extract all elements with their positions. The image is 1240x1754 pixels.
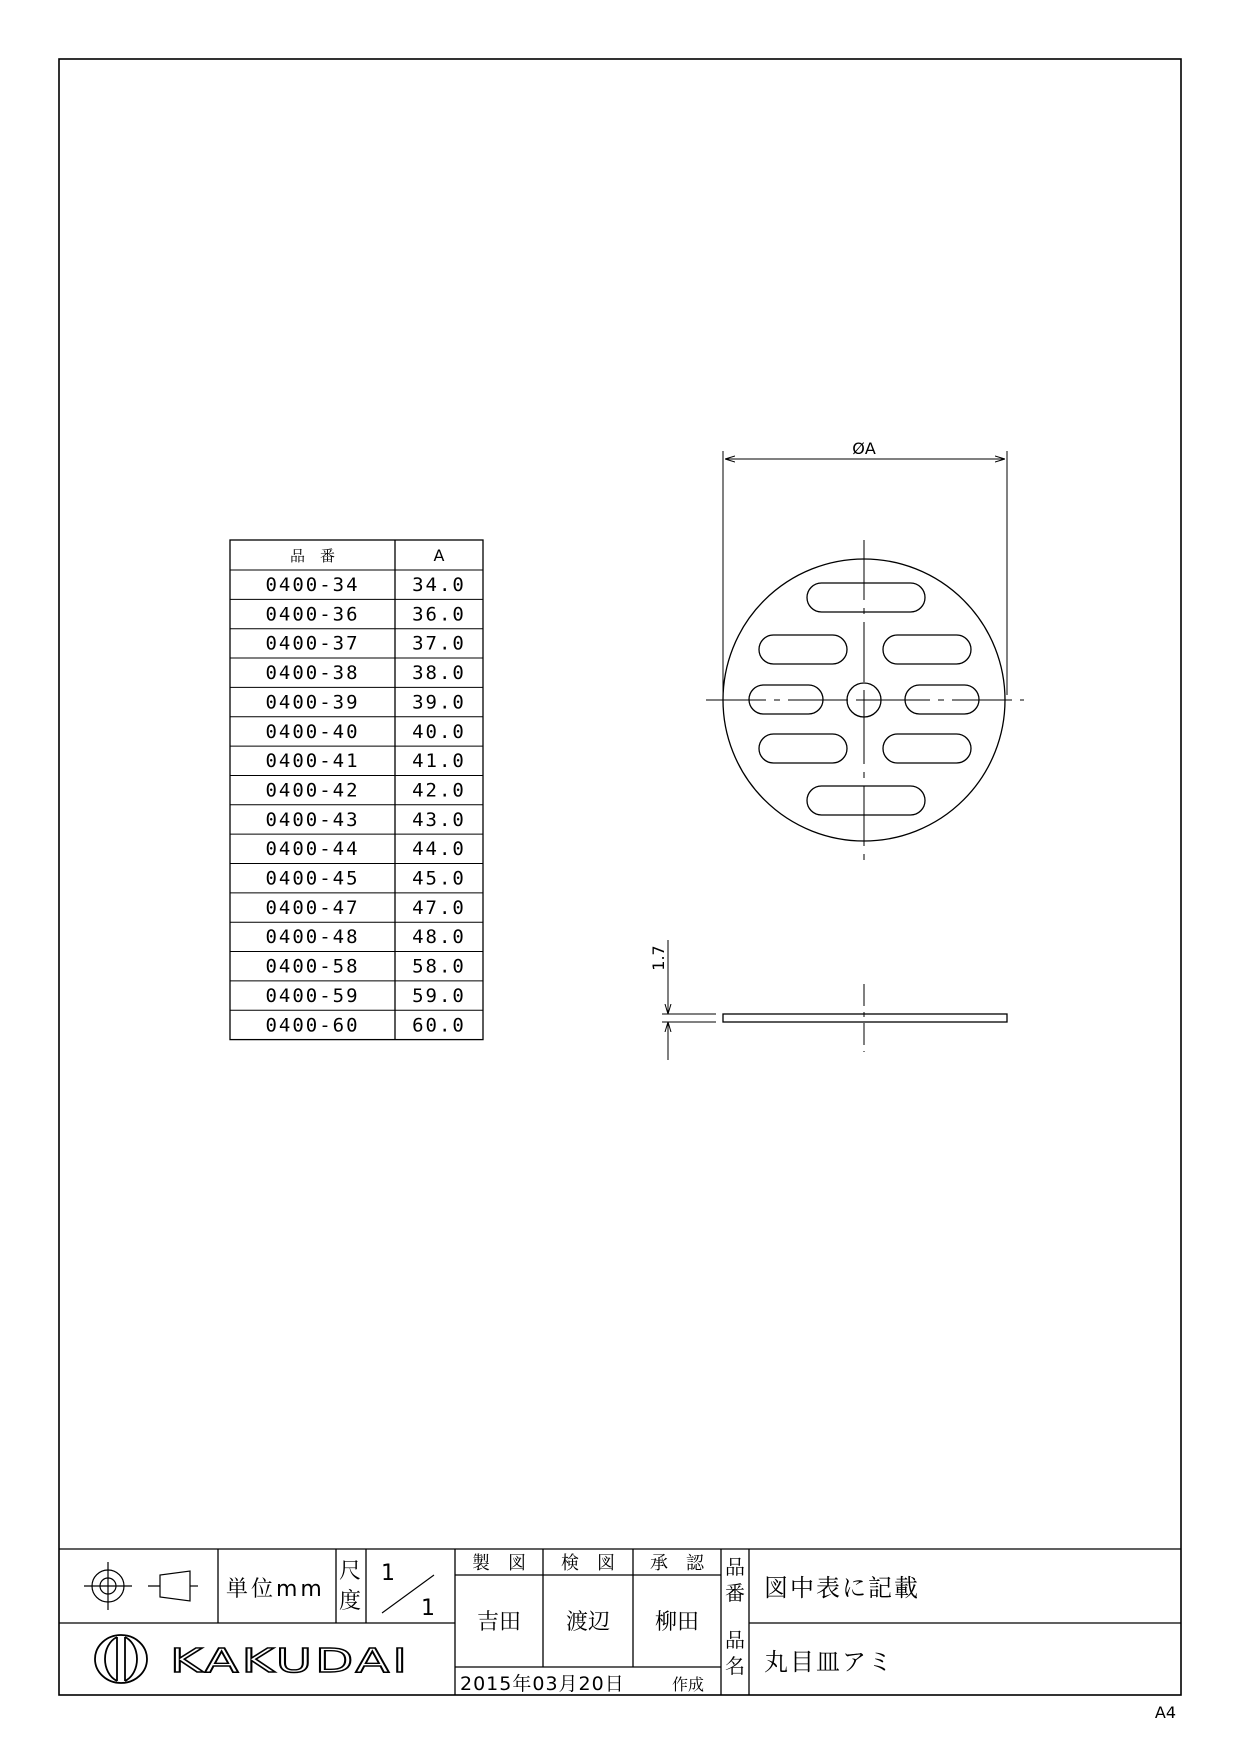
third-angle-projection-icon [84, 1562, 198, 1610]
table-cell-part-no: 0400-42 [265, 779, 360, 802]
table-cell-part-no: 0400-37 [265, 632, 360, 655]
table-cell-part-no: 0400-40 [265, 720, 360, 743]
unit-label: 単位mm [226, 1577, 325, 1602]
table-cell-part-no: 0400-45 [265, 867, 360, 890]
side-view [662, 940, 1007, 1060]
approved-by-name: 柳田 [654, 1610, 700, 1635]
checked-by-label: 検 図 [561, 1553, 615, 1574]
table-cell-a: 44.0 [412, 838, 466, 861]
table-cell-a: 58.0 [412, 955, 466, 978]
plate-profile [723, 1014, 1007, 1022]
table-cell-part-no: 0400-36 [265, 603, 360, 626]
table-cell-a: 41.0 [412, 750, 466, 773]
table-cell-part-no: 0400-41 [265, 750, 360, 773]
kakudai-logo-icon [95, 1635, 147, 1683]
table-cell-a: 34.0 [412, 574, 466, 596]
drawn-by-label: 製 図 [472, 1553, 526, 1574]
drawn-by-name: 吉田 [476, 1610, 522, 1635]
table-header-part-no: 品 番 [289, 547, 336, 565]
paper-size: A4 [1154, 1703, 1176, 1722]
table-cell-part-no: 0400-48 [265, 926, 360, 949]
scale-denominator: 1 [421, 1596, 435, 1621]
created-label: 作成 [672, 1675, 705, 1694]
table-cell-a: 42.0 [412, 779, 466, 802]
table-cell-part-no: 0400-34 [265, 574, 360, 596]
part-name-label-2: 名 [725, 1654, 745, 1678]
slot [883, 635, 971, 664]
table-cell-part-no: 0400-47 [265, 896, 360, 919]
part-no-label-2: 番 [725, 1581, 745, 1605]
table-cell-a: 38.0 [412, 662, 466, 685]
slot [759, 734, 847, 763]
company-name: KAKUDAI [170, 1641, 410, 1680]
table-cell-part-no: 0400-58 [265, 955, 360, 978]
slot [807, 786, 925, 815]
part-no-label-1: 品 [725, 1555, 745, 1579]
table-cell-part-no: 0400-44 [265, 838, 360, 861]
table-cell-a: 37.0 [412, 632, 466, 655]
plan-view [706, 451, 1024, 860]
table-cell-a: 39.0 [412, 691, 466, 714]
table-cell-part-no: 0400-59 [265, 984, 360, 1007]
creation-date: 2015年03月20日 [460, 1673, 625, 1695]
thickness-label: 1.7 [649, 945, 668, 971]
approved-by-label: 承 認 [650, 1553, 704, 1574]
table-cell-a: 60.0 [412, 1014, 466, 1037]
part-no-value: 図中表に記載 [764, 1574, 920, 1602]
table-cell-part-no: 0400-38 [265, 662, 360, 685]
checked-by-name: 渡辺 [565, 1610, 611, 1635]
table-cell-a: 59.0 [412, 984, 466, 1007]
table-header-a: A [433, 546, 445, 565]
scale-label-1: 尺 [339, 1559, 362, 1584]
slot [883, 734, 971, 763]
table-cell-a: 36.0 [412, 603, 466, 626]
part-name-label-1: 品 [725, 1628, 745, 1652]
part-name-value: 丸目皿アミ [764, 1648, 894, 1676]
slot [807, 583, 925, 612]
scale-label-2: 度 [339, 1589, 362, 1614]
slot [759, 635, 847, 664]
parts-table [230, 540, 483, 1040]
table-cell-a: 40.0 [412, 720, 466, 743]
sheet-border [59, 59, 1181, 1695]
diameter-label: ØA [852, 439, 876, 458]
table-cell-part-no: 0400-43 [265, 808, 360, 831]
table-cell-a: 47.0 [412, 896, 466, 919]
table-cell-a: 43.0 [412, 808, 466, 831]
table-cell-a: 45.0 [412, 867, 466, 890]
table-cell-a: 48.0 [412, 926, 466, 949]
table-cell-part-no: 0400-39 [265, 691, 360, 714]
scale-numerator: 1 [381, 1561, 395, 1586]
table-cell-part-no: 0400-60 [265, 1014, 360, 1037]
